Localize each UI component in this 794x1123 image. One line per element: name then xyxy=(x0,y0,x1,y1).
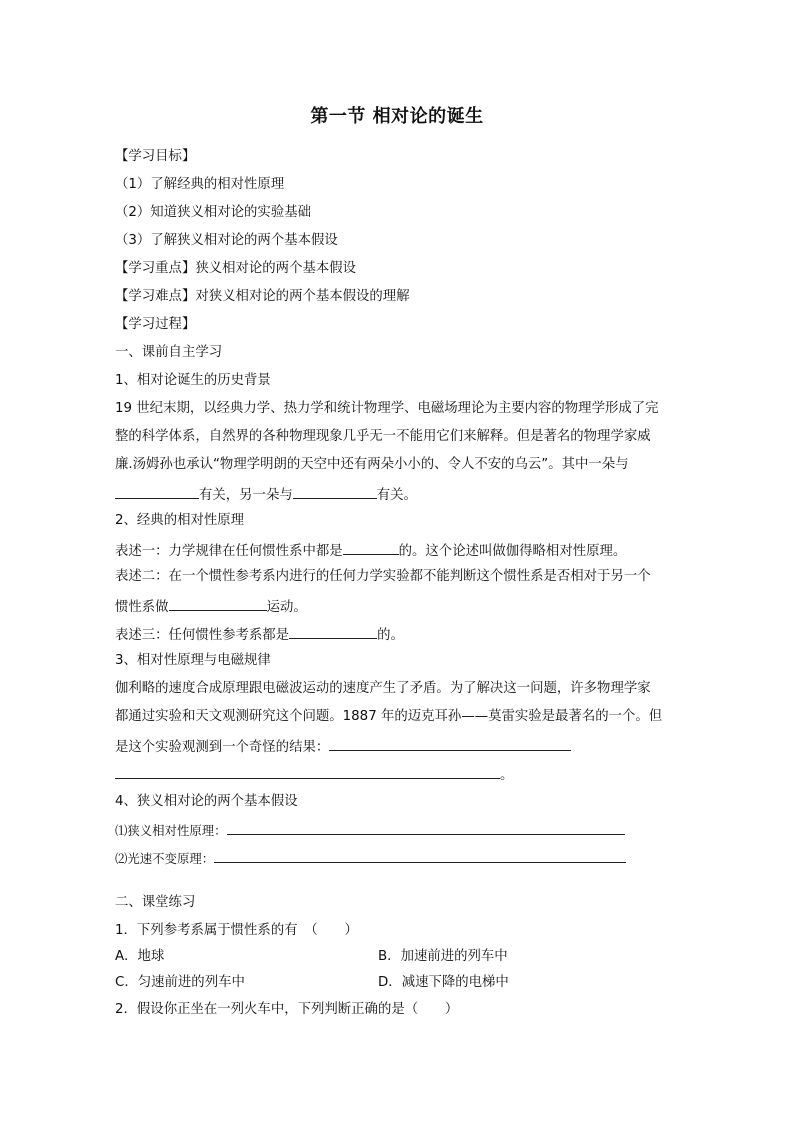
statement-2: 表述二：在一个惯性参考系内进行的任何力学实验都不能判断这个惯性系是否相对于另一个 xyxy=(115,569,651,584)
fill-blank[interactable] xyxy=(169,596,267,611)
assumption-2 xyxy=(115,848,626,869)
question-1-stem: 1．下列参考系属于惯性系的有 （ ） xyxy=(115,923,358,938)
paragraph-line-with-blank xyxy=(115,736,571,757)
fill-blank[interactable] xyxy=(343,540,399,555)
paragraph-line: 伽利略的速度合成原理跟电磁波运动的速度产生了矛盾。为了解决这一问题，许多物理学家 xyxy=(115,681,651,696)
fill-blank[interactable] xyxy=(329,736,571,751)
text-fragment: 表述一：力学规律在任何惯性系中都是 xyxy=(115,544,343,559)
question-1-option-c[interactable]: C．匀速前进的列车中 xyxy=(115,975,245,990)
statement-2-cont xyxy=(115,596,307,617)
page-title: 第一节 相对论的诞生 xyxy=(310,106,484,127)
text-fragment: 惯性系做 xyxy=(115,600,169,615)
statement-1 xyxy=(115,540,626,561)
question-1-option-d[interactable]: D．减速下降的电梯中 xyxy=(378,975,509,990)
fill-blank[interactable] xyxy=(115,484,199,499)
paragraph-line-with-blank xyxy=(115,484,417,505)
text-fragment: ⑴狭义相对性原理： xyxy=(115,823,227,838)
fill-blank[interactable] xyxy=(115,764,500,779)
text-fragment: 表述三：任何惯性参考系都是 xyxy=(115,628,290,643)
text-fragment: 运动。 xyxy=(266,600,307,615)
goal-item-3: （3）了解狭义相对论的两个基本假设 xyxy=(115,233,338,248)
text-fragment: 是这个实验观测到一个奇怪的结果： xyxy=(115,740,330,755)
paragraph-line: 整的科学体系，自然界的各种物理现象几乎无一不能用它们来解释。但是著名的物理学家威 xyxy=(115,429,651,444)
statement-3 xyxy=(115,624,404,645)
subsection-heading-3: 3、相对性原理与电磁规律 xyxy=(115,653,271,668)
question-2-stem: 2．假设你正坐在一列火车中，下列判断正确的是（ ） xyxy=(115,1002,459,1017)
subsection-heading-4: 4、狭义相对论的两个基本假设 xyxy=(115,794,298,809)
goal-item-2: （2）知道狭义相对论的实验基础 xyxy=(115,205,311,220)
text-fragment: 。 xyxy=(500,768,514,783)
subsection-heading-2: 2、经典的相对性原理 xyxy=(115,513,245,528)
fill-blank[interactable] xyxy=(227,820,625,835)
fill-blank[interactable] xyxy=(289,624,377,639)
difficulty: 【学习难点】对狭义相对论的两个基本假设的理解 xyxy=(115,289,410,304)
subsection-heading-1: 1、相对论诞生的历史背景 xyxy=(115,373,271,388)
text-fragment: ⑵光速不变原理： xyxy=(115,851,215,866)
text-fragment: 有关，另一朵与 xyxy=(199,488,293,503)
text-fragment: 的。 xyxy=(377,628,404,643)
section-heading-2: 二、课堂练习 xyxy=(115,895,196,910)
question-1-option-b[interactable]: B．加速前进的列车中 xyxy=(378,949,508,964)
section-heading-1: 一、课前自主学习 xyxy=(115,345,223,360)
paragraph-line: 19 世纪末期，以经典力学、热力学和统计物理学、电磁场理论为主要内容的物理学形成了完 xyxy=(115,401,659,416)
fill-blank[interactable] xyxy=(214,848,626,863)
paragraph-line: 廉.汤姆孙也承认“物理学明朗的天空中还有两朵小小的、令人不安的乌云”。其中一朵与 xyxy=(115,457,629,472)
key-point: 【学习重点】狭义相对论的两个基本假设 xyxy=(115,261,357,276)
goal-item-1: （1）了解经典的相对性原理 xyxy=(115,177,285,192)
question-1-option-a[interactable]: A．地球 xyxy=(115,949,165,964)
goals-header: 【学习目标】 xyxy=(115,149,196,164)
fill-blank[interactable] xyxy=(293,484,377,499)
assumption-1 xyxy=(115,820,625,841)
answer-line xyxy=(115,764,513,785)
paragraph-line: 都通过实验和天文观测研究这个问题。1887 年的迈克耳孙——莫雷实验是最著名的一个。但 xyxy=(115,709,663,724)
process-header: 【学习过程】 xyxy=(115,317,196,332)
text-fragment: 有关。 xyxy=(376,488,417,503)
text-fragment: 的。这个论述叫做伽得略相对性原理。 xyxy=(398,544,627,559)
